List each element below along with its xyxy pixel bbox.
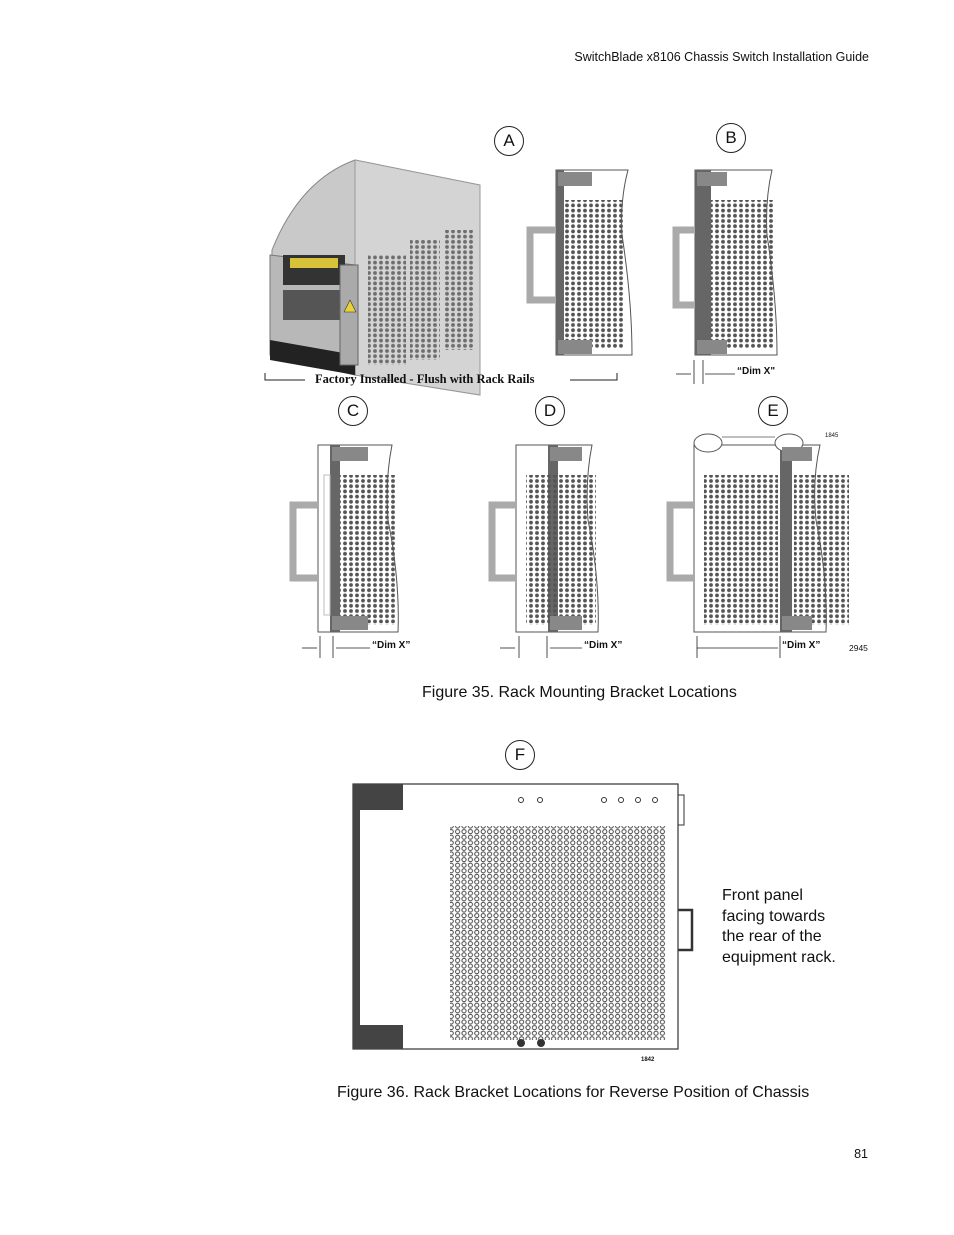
side-view-d: [492, 445, 598, 632]
callout-e: E: [758, 396, 788, 426]
reverse-chassis-illustration: [353, 784, 692, 1049]
dim-x-label-e: “Dim X”: [782, 640, 821, 651]
dim-x-label-c: “Dim X”: [372, 640, 411, 651]
callout-a: A: [494, 126, 524, 156]
callout-b: B: [716, 123, 746, 153]
side-view-a: [530, 170, 632, 355]
running-header: SwitchBlade x8106 Chassis Switch Installation Guide: [574, 50, 869, 64]
drawing-code-35: 2945: [849, 643, 868, 653]
front-panel-note: Front panel facing towards the rear of the equipment rack.: [722, 887, 836, 966]
figure-35-caption: Figure 35. Rack Mounting Bracket Locations: [422, 684, 737, 701]
side-view-e: [670, 434, 849, 632]
dim-x-label-d: “Dim X”: [584, 640, 623, 651]
side-view-b: [676, 170, 777, 355]
dim-x-label-b: “Dim X": [737, 366, 776, 377]
page-number: 81: [854, 1147, 868, 1161]
callout-f: F: [505, 740, 535, 770]
drawing-code-small: 1845: [825, 433, 839, 439]
factory-installed-note: Factory Installed - Flush with Rack Rails: [315, 372, 535, 386]
callout-c: C: [338, 396, 368, 426]
callout-d: D: [535, 396, 565, 426]
drawing-code-36: 1842: [641, 1057, 655, 1063]
chassis-3d-illustration: [270, 160, 480, 395]
side-view-c: [293, 445, 398, 632]
figure-36-caption: Figure 36. Rack Bracket Locations for Reverse Position of Chassis: [337, 1084, 810, 1101]
